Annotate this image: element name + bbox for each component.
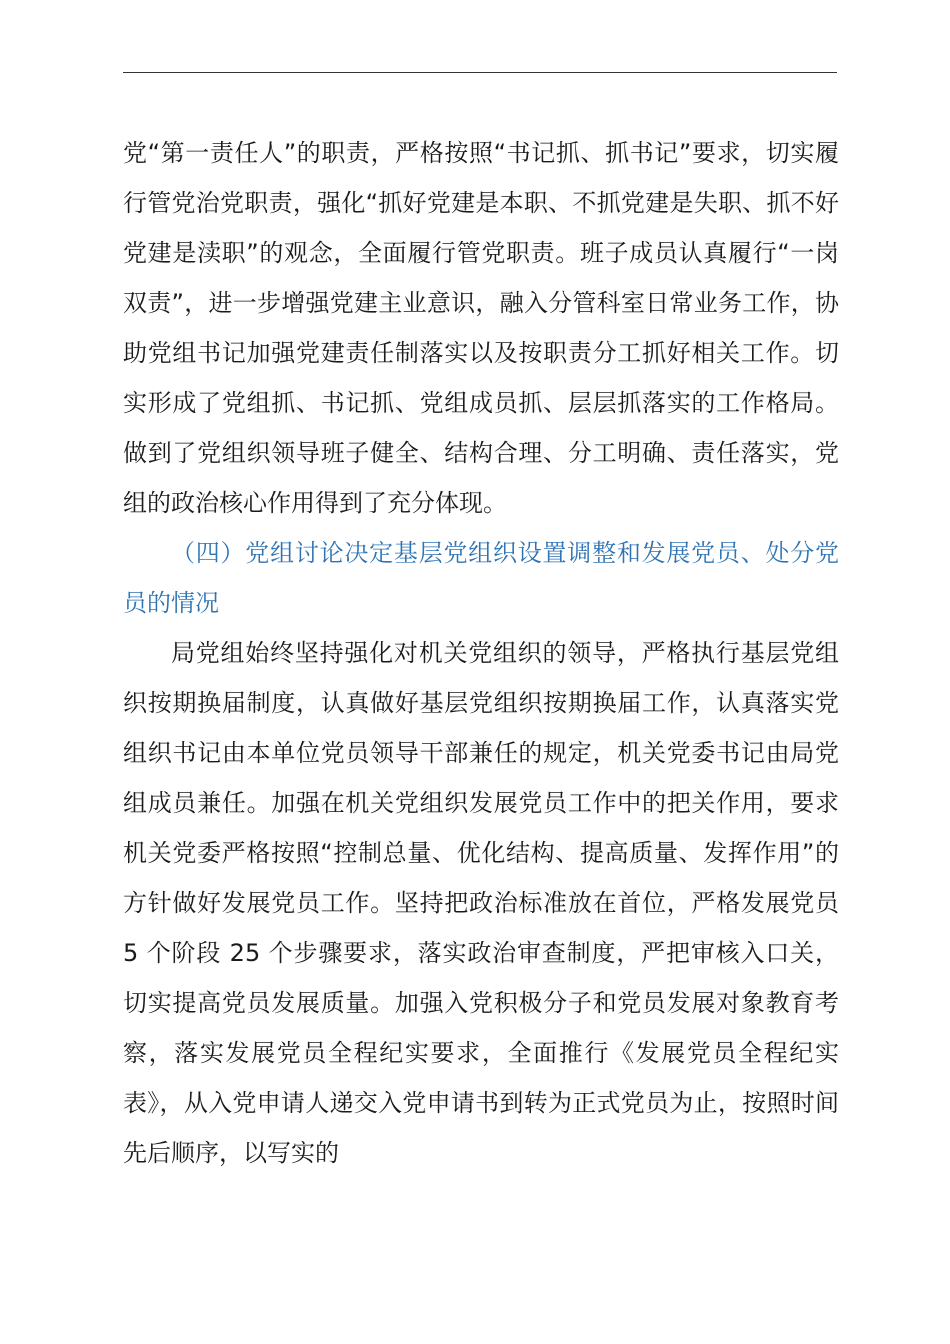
document-body [123,128,839,1178]
section-heading-four: （四）党组讨论决定基层党组织设置调整和发展党员、处分党员的情况 [123,539,839,617]
header-rule [123,72,837,73]
paragraph-party-organization: 局党组始终坚持强化对机关党组织的领导，严格执行基层党组织按期换届制度，认真做好基层党组织按期换届工作，认真落实党组织书记由本单位党员领导干部兼任的规定，机关党委书记由局党组成员兼任。加强在机关党组织发展党员工作中的把关作用，要求机关党委严格按照“控制总量、优化结构、提高质量、发挥作用”的方针做好发展党员工作。坚持把政治标准放在首位，严格发展党员 5 个阶段 25 个步骤要求，落实政治审查制度，严把审核入口关，切实提高党员发展质量。加强入党积极分子和党员发展对象教育考察，落实发展党员全程纪实要求，全面推行《发展党员全程纪实表》，从入党申请人递交入党申请书到转为正式党员为止，按照时间先后顺序，以写实的 [123,639,839,1167]
paragraph-party-responsibility: 党“第一责任人”的职责，严格按照“书记抓、抓书记”要求，切实履行管党治党职责，强化“抓好党建是本职、不抓党建是失职、抓不好党建是渎职”的观念，全面履行管党职责。班子成员认真履行“一岗双责”，进一步增强党建主业意识，融入分管科室日常业务工作，协助党组书记加强党建责任制落实以及按职责分工抓好相关工作。切实形成了党组抓、书记抓、党组成员抓、层层抓落实的工作格局。做到了党组织领导班子健全、结构合理、分工明确、责任落实，党组的政治核心作用得到了充分体现。 [123,139,839,517]
